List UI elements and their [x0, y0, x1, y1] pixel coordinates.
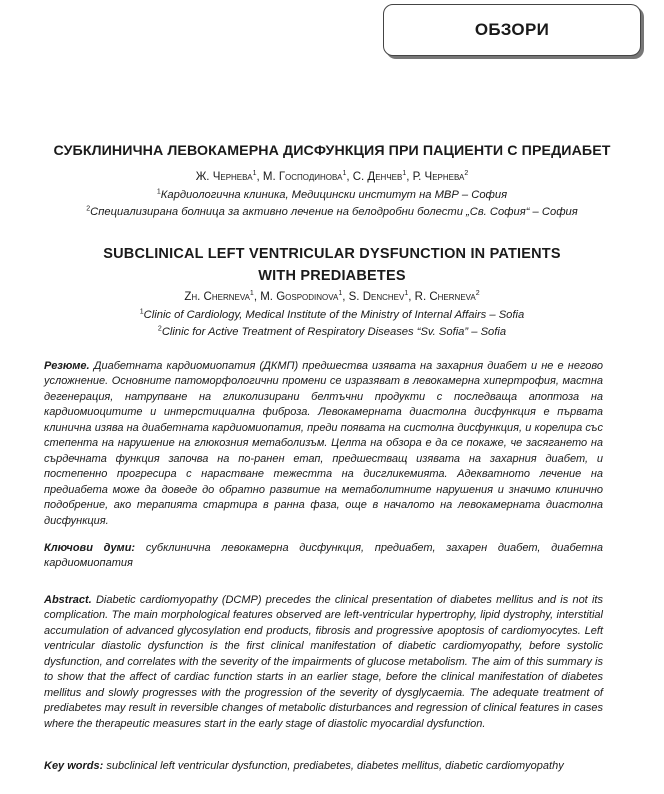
author: Р. Чернева$^2$ — [412, 170, 469, 183]
keywords-bg-text: субклинична левокамерна дисфункция, предиабет, захарен диабет, диабетна кардиомиопатия — [44, 542, 603, 570]
author: М. Господинова$^1$, — [262, 170, 353, 183]
authors-en — [0, 291, 664, 303]
abstract-bg — [44, 359, 603, 529]
authors-bg — [0, 171, 664, 183]
author: Zh. Cherneva$^1$, — [184, 290, 261, 303]
author: Ж. Чернева$^1$, — [195, 170, 263, 183]
abstract-en-label: Abstract. — [44, 594, 92, 606]
section-badge — [383, 4, 641, 56]
abstract-en — [44, 593, 603, 732]
title-bg: СУБКЛИНИЧНА ЛЕВОКАМЕРНА ДИСФУНКЦИЯ ПРИ ПАЦИЕНТИ С ПРЕДИАБЕТ — [53, 143, 611, 159]
author: R. Cherneva$^2$ — [414, 290, 480, 303]
keywords-bg-label: Ключови думи: — [44, 542, 136, 554]
keywords-en-text: subclinical left ventricular dysfunction, prediabetes, diabetes mellitus, diabetic cardiomyopathy — [106, 760, 564, 772]
abstract-bg-text: Диабетната кардиомиопатия (ДКМП) предшества изявата на захарния диабет и не е негово усложнение. Основните патоморфологични промени се изразяват в левокамерна хипертрофия, мастна дегенерация, натрупване на гликолизирани белтъчни продукти с последваща апоптоза на кардиомиоцитите и интерстициална фиброза. Левокамерната диастолна дисфункция е първата клинична изява на диабетната кардиомиопатия, преди появата на систолна дисфункция, и корелира със степента на нарушение на глюкозния метаболизъм. Целта на обзора е да се покаже, че засягането на сърдечната функция започва на по-ранен етап, предшестващ изявата на захарния диабет, и постепенно прогресира с нарастване тежестта на дисгликемията. Адекватното лечение на предиабета може да доведе до обратно развитие на метаболитните нарушения и значимо клинично подобрение, ако терапията стартира в ранна фаза, още в началото на левокамерната диастолна дисфункция. — [44, 360, 603, 527]
affiliation-bg-1: $^1$Кардиологична клиника, Медицински институт на МВР – София — [156, 188, 508, 201]
title-en — [0, 243, 664, 287]
title-en-line-2: WITH PREDIABETES — [258, 268, 406, 284]
keywords-en-label: Key words: — [44, 760, 104, 772]
abstract-bg-label: Резюме. — [44, 360, 90, 372]
author: S. Denchev$^1$, — [348, 290, 415, 303]
author: M. Gospodinova$^1$, — [260, 290, 349, 303]
author: С. Денчев$^1$, — [352, 170, 413, 183]
affiliation-en-1: $^1$Clinic of Cardiology, Medical Institute of the Ministry of Internal Affairs – Sofia — [139, 308, 525, 321]
keywords-bg — [44, 541, 603, 572]
section-badge-label: ОБЗОРИ — [474, 20, 550, 39]
affiliation-en-2: $^2$Clinic for Active Treatment of Respiratory Diseases “Sv. Sofia” – Sofia — [157, 325, 507, 338]
affiliation-bg-2: $^2$Специализирана болница за активно лечение на белодробни болести „Св. София“ – София — [86, 205, 578, 218]
keywords-en — [44, 759, 603, 774]
abstract-en-text: Diabetic cardiomyopathy (DCMP) precedes the clinical presentation of diabetes mellitus and is not its complication. The main morphological features observed are left-ventricular hypertrophy, lipid dystrophy, interstitial accumulation of advanced glycosylation end products, fibrosis and progressive apoptosis of cardiomyocytes. Left ventricular diastolic dysfunction is the first clinical manifestation of diabetic cardiomyopathy, before systolic dysfunction, and correlates with the severity of the impairments of glucose metabolism. The aim of this summary is to show that the affect of cardiac function starts in an earlier stage, before the clinical manifestation of diabetes mellitus and slowly progresses with the progression of the severity of dysglycaemia. The adequate treatment of prediabetes may result in reversible changes of metabolic disturbances and regression of clinical features in cases where the therapeutic measures start in the early stage of diastolic myocardial dysfunction. — [44, 594, 603, 730]
title-en-line-1: SUBCLINICAL LEFT VENTRICULAR DYSFUNCTION IN PATIENTS — [103, 246, 561, 262]
